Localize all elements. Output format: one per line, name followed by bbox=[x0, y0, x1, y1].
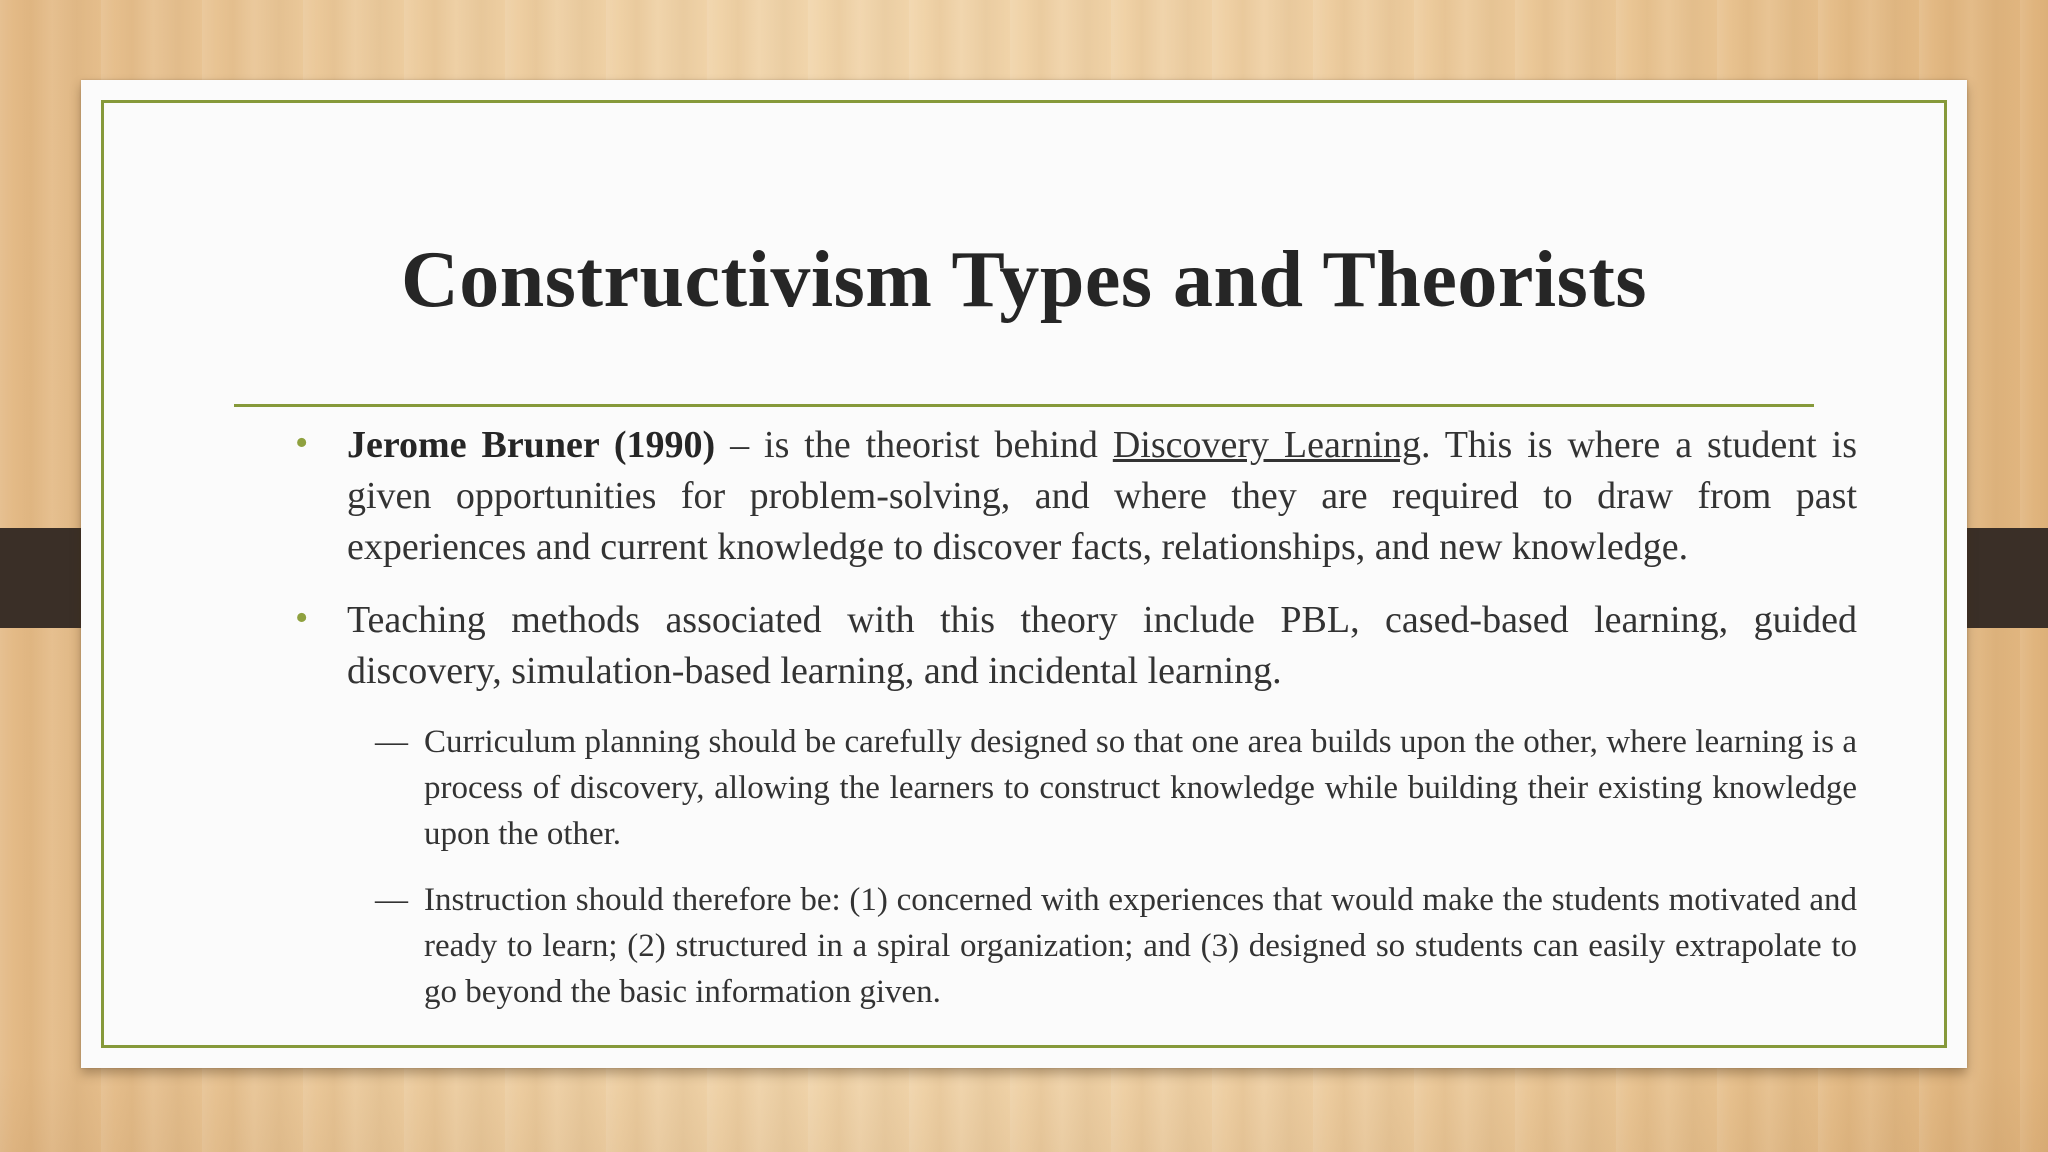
bullet-text: Teaching methods associated with this theory include PBL, cased-based learning, guided discovery, simulation-based learning, and incidental learning. bbox=[347, 599, 1857, 692]
bullet-teaching-methods bbox=[267, 595, 1857, 697]
theorist-name: Jerome Bruner (1990) bbox=[347, 424, 716, 466]
sub-bullet-text: Instruction should therefore be: (1) concerned with experiences that would make the students motivated and ready to learn; (2) structured in a spiral organization; and (3) designed so students can easily extrapolate to go beyond the basic information given. bbox=[424, 882, 1857, 1010]
sub-bullet-curriculum bbox=[267, 719, 1857, 857]
discovery-learning-link: Discovery Learning bbox=[1112, 424, 1422, 466]
bullet-text-mid: – is the theorist behind bbox=[715, 424, 1113, 466]
dash-icon: — bbox=[375, 724, 408, 760]
sub-bullet-instruction bbox=[267, 877, 1857, 1015]
slide-card bbox=[81, 80, 1967, 1068]
wood-background bbox=[0, 1066, 2048, 1152]
bullet-icon: • bbox=[295, 422, 309, 464]
bullet-icon: • bbox=[295, 597, 309, 639]
slide-content bbox=[267, 420, 1857, 1035]
title-divider bbox=[234, 404, 1814, 407]
slide-title: Constructivism Types and Theorists bbox=[400, 236, 1648, 324]
bullet-bruner bbox=[267, 420, 1857, 573]
sub-bullet-text: Curriculum planning should be carefully designed so that one area builds upon the other, where learning is a process of discovery, allowing the learners to construct knowledge while building their existing knowledge upon the other. bbox=[424, 724, 1857, 852]
bullet-text-rest: . This is where a student is given opportunities for problem-solving, and where they are required to draw from past experiences and current knowledge to discover facts, relationships, and new knowledge. bbox=[347, 424, 1857, 568]
dash-icon: — bbox=[375, 882, 408, 918]
